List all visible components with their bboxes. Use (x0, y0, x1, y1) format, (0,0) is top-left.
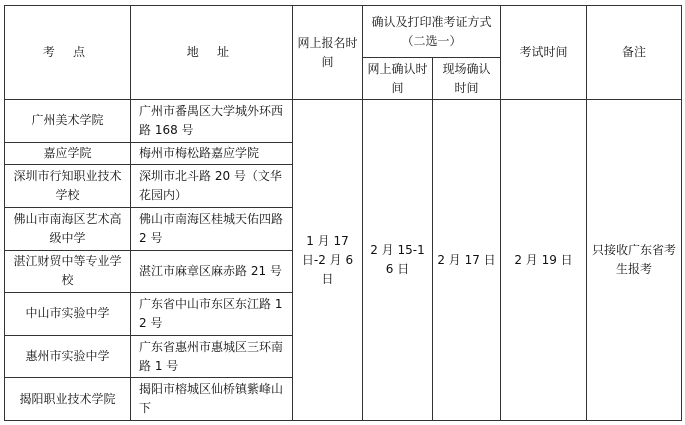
address-header: 地 址 (131, 6, 293, 100)
online-confirm-cell: 2 月 15-16 日 (363, 100, 433, 421)
address-cell: 揭阳市榕城区仙桥镇紫峰山下 (131, 378, 293, 421)
address-cell: 广东省惠州市惠城区三环南路 1 号 (131, 335, 293, 378)
exam-venue-table (4, 5, 682, 421)
venue-cell: 揭阳职业技术学院 (5, 378, 131, 421)
address-cell: 广州市番禺区大学城外环西路 168 号 (131, 100, 293, 143)
online-confirm-header: 网上确认时间 (363, 58, 433, 100)
online-signup-cell: 1 月 17 日-2 月 6 日 (293, 100, 363, 421)
address-cell: 湛江市麻章区麻赤路 21 号 (131, 250, 293, 293)
remarks-cell: 只接收广东省考生报考 (587, 100, 682, 421)
venue-cell: 湛江财贸中等专业学校 (5, 250, 131, 293)
table-row (5, 100, 682, 143)
exam-time-cell: 2 月 19 日 (501, 100, 587, 421)
onsite-confirm-header: 现场确认时间 (433, 58, 501, 100)
venue-cell: 嘉应学院 (5, 142, 131, 165)
venue-cell: 深圳市行知职业技术学校 (5, 165, 131, 208)
remarks-header: 备注 (587, 6, 682, 100)
address-cell: 深圳市北斗路 20 号（文华花园内） (131, 165, 293, 208)
venue-cell: 中山市实验中学 (5, 293, 131, 336)
confirm-group-header: 确认及打印准考证方式（二选一） (363, 6, 501, 58)
address-cell: 梅州市梅松路嘉应学院 (131, 142, 293, 165)
exam-time-header: 考试时间 (501, 6, 587, 100)
address-cell: 佛山市南海区桂城天佑四路 2 号 (131, 208, 293, 251)
venue-cell: 广州美术学院 (5, 100, 131, 143)
address-cell: 广东省中山市东区东江路 12 号 (131, 293, 293, 336)
header-row (5, 6, 682, 58)
venue-cell: 惠州市实验中学 (5, 335, 131, 378)
venue-cell: 佛山市南海区艺术高级中学 (5, 208, 131, 251)
onsite-confirm-cell: 2 月 17 日 (433, 100, 501, 421)
online-signup-header: 网上报名时间 (293, 6, 363, 100)
venue-header: 考 点 (5, 6, 131, 100)
